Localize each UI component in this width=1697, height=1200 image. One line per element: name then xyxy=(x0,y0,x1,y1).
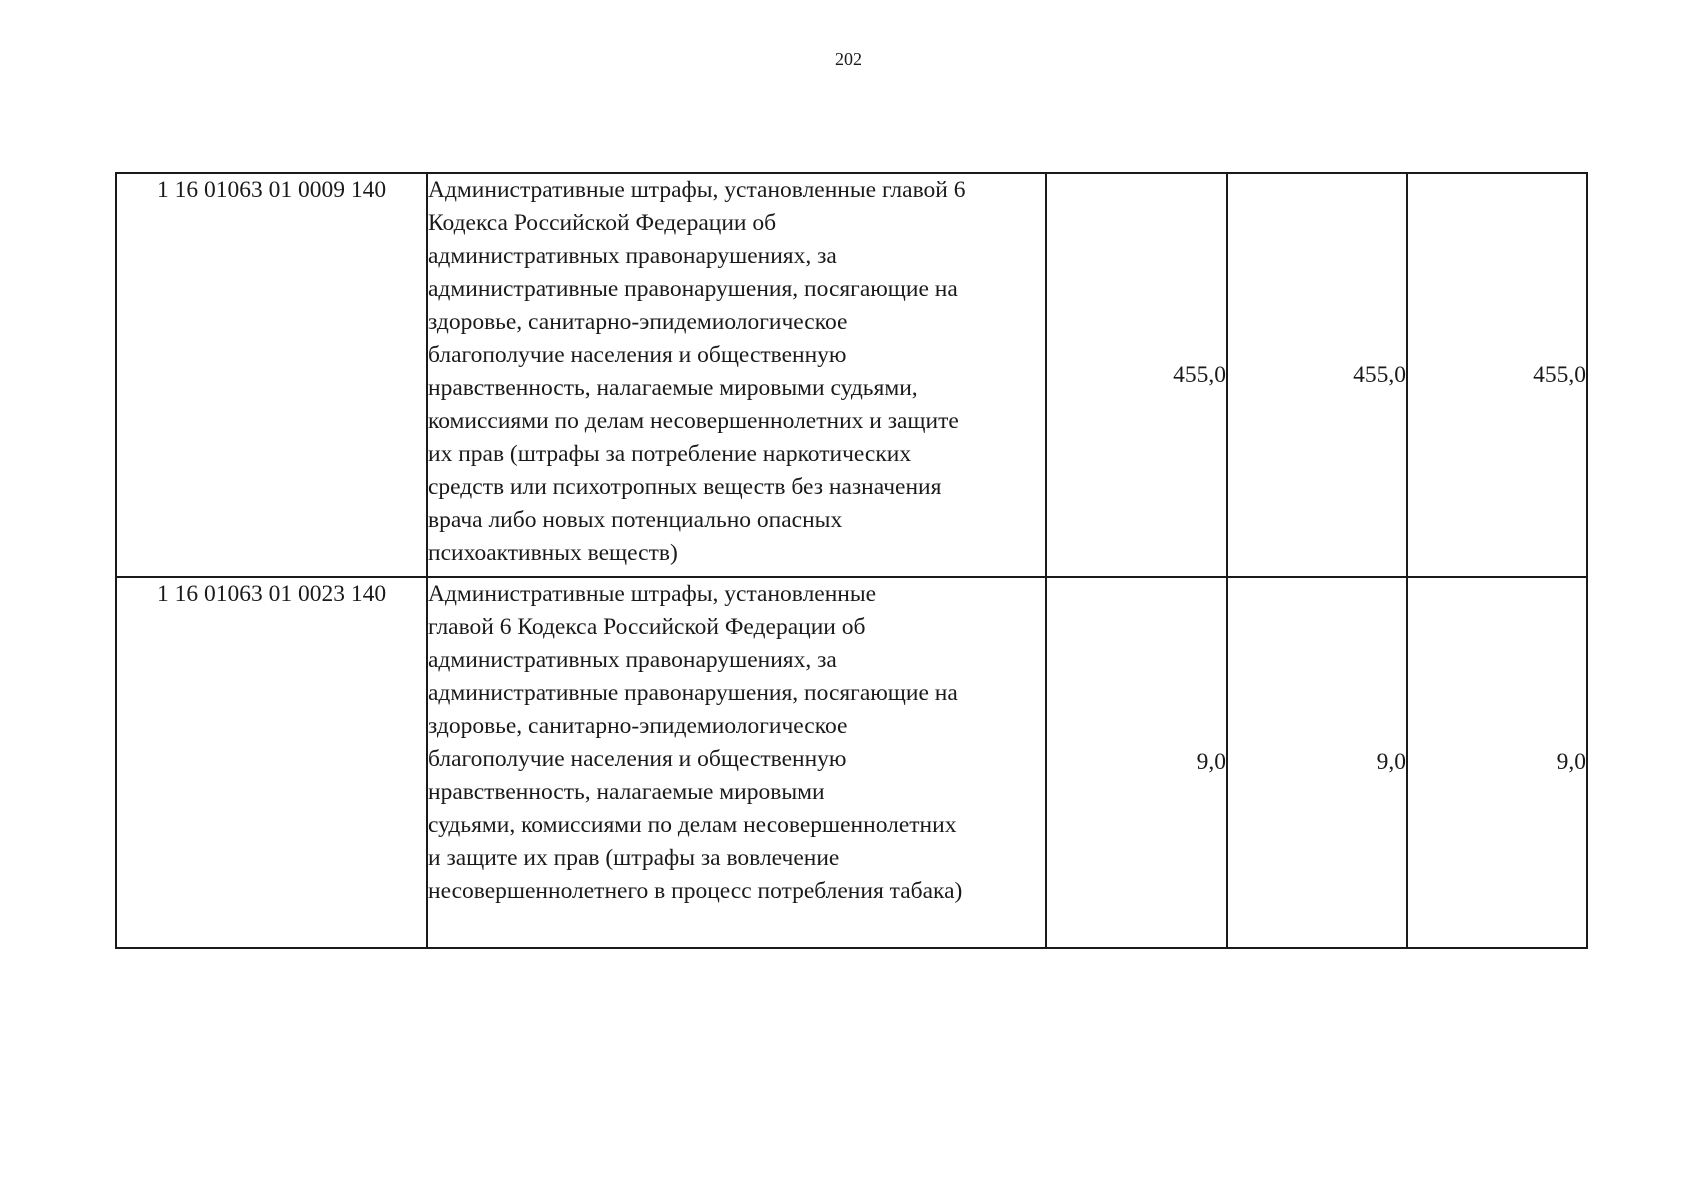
description-line: их прав (штрафы за потребление наркотических xyxy=(428,441,912,467)
description-line: главой 6 Кодекса Российской Федерации об xyxy=(428,614,866,640)
description-line: и защите их прав (штрафы за вовлечение xyxy=(428,845,840,871)
description-cell xyxy=(427,173,1046,577)
description-line: административные правонарушения, посягающие на xyxy=(428,680,958,706)
description-line: врача либо новых потенциально опасных xyxy=(428,507,843,533)
description-line: административных правонарушениях, за xyxy=(428,243,837,269)
description-line: Административные штрафы, установленные xyxy=(428,581,877,607)
value-cell: 9,0 xyxy=(1407,577,1587,948)
description-line: здоровье, санитарно-эпидемиологическое xyxy=(428,713,848,739)
description-line: судьями, комиссиями по делам несовершеннолетних xyxy=(428,812,957,838)
value-cell: 455,0 xyxy=(1227,173,1407,577)
budget-code-cell: 1 16 01063 01 0009 140 xyxy=(116,173,427,577)
description-cell xyxy=(427,577,1046,948)
description-line: средств или психотропных веществ без назначения xyxy=(428,474,942,500)
table-row xyxy=(116,577,1587,948)
value-cell: 455,0 xyxy=(1407,173,1587,577)
description-line: нравственность, налагаемые мировыми судьями, xyxy=(428,375,918,401)
budget-table xyxy=(115,172,1588,949)
description-line: Административные штрафы, установленные главой 6 xyxy=(428,177,966,203)
description-line: административных правонарушениях, за xyxy=(428,647,837,673)
description-line: несовершеннолетнего в процесс потребления табака) xyxy=(428,878,963,904)
table-row xyxy=(116,173,1587,577)
description-line: административные правонарушения, посягающие на xyxy=(428,276,958,302)
value-cell: 9,0 xyxy=(1046,577,1227,948)
description-line: благополучие населения и общественную xyxy=(428,342,847,368)
description-line: благополучие населения и общественную xyxy=(428,746,847,772)
value-cell: 455,0 xyxy=(1046,173,1227,577)
budget-code-cell: 1 16 01063 01 0023 140 xyxy=(116,577,427,948)
page-number: 202 xyxy=(835,49,862,69)
description-line: Кодекса Российской Федерации об xyxy=(428,210,777,236)
description-line: психоактивных веществ) xyxy=(428,540,678,566)
value-cell: 9,0 xyxy=(1227,577,1407,948)
description-line: здоровье, санитарно-эпидемиологическое xyxy=(428,309,848,335)
description-line: комиссиями по делам несовершеннолетних и защите xyxy=(428,408,959,434)
description-line: нравственность, налагаемые мировыми xyxy=(428,779,825,805)
